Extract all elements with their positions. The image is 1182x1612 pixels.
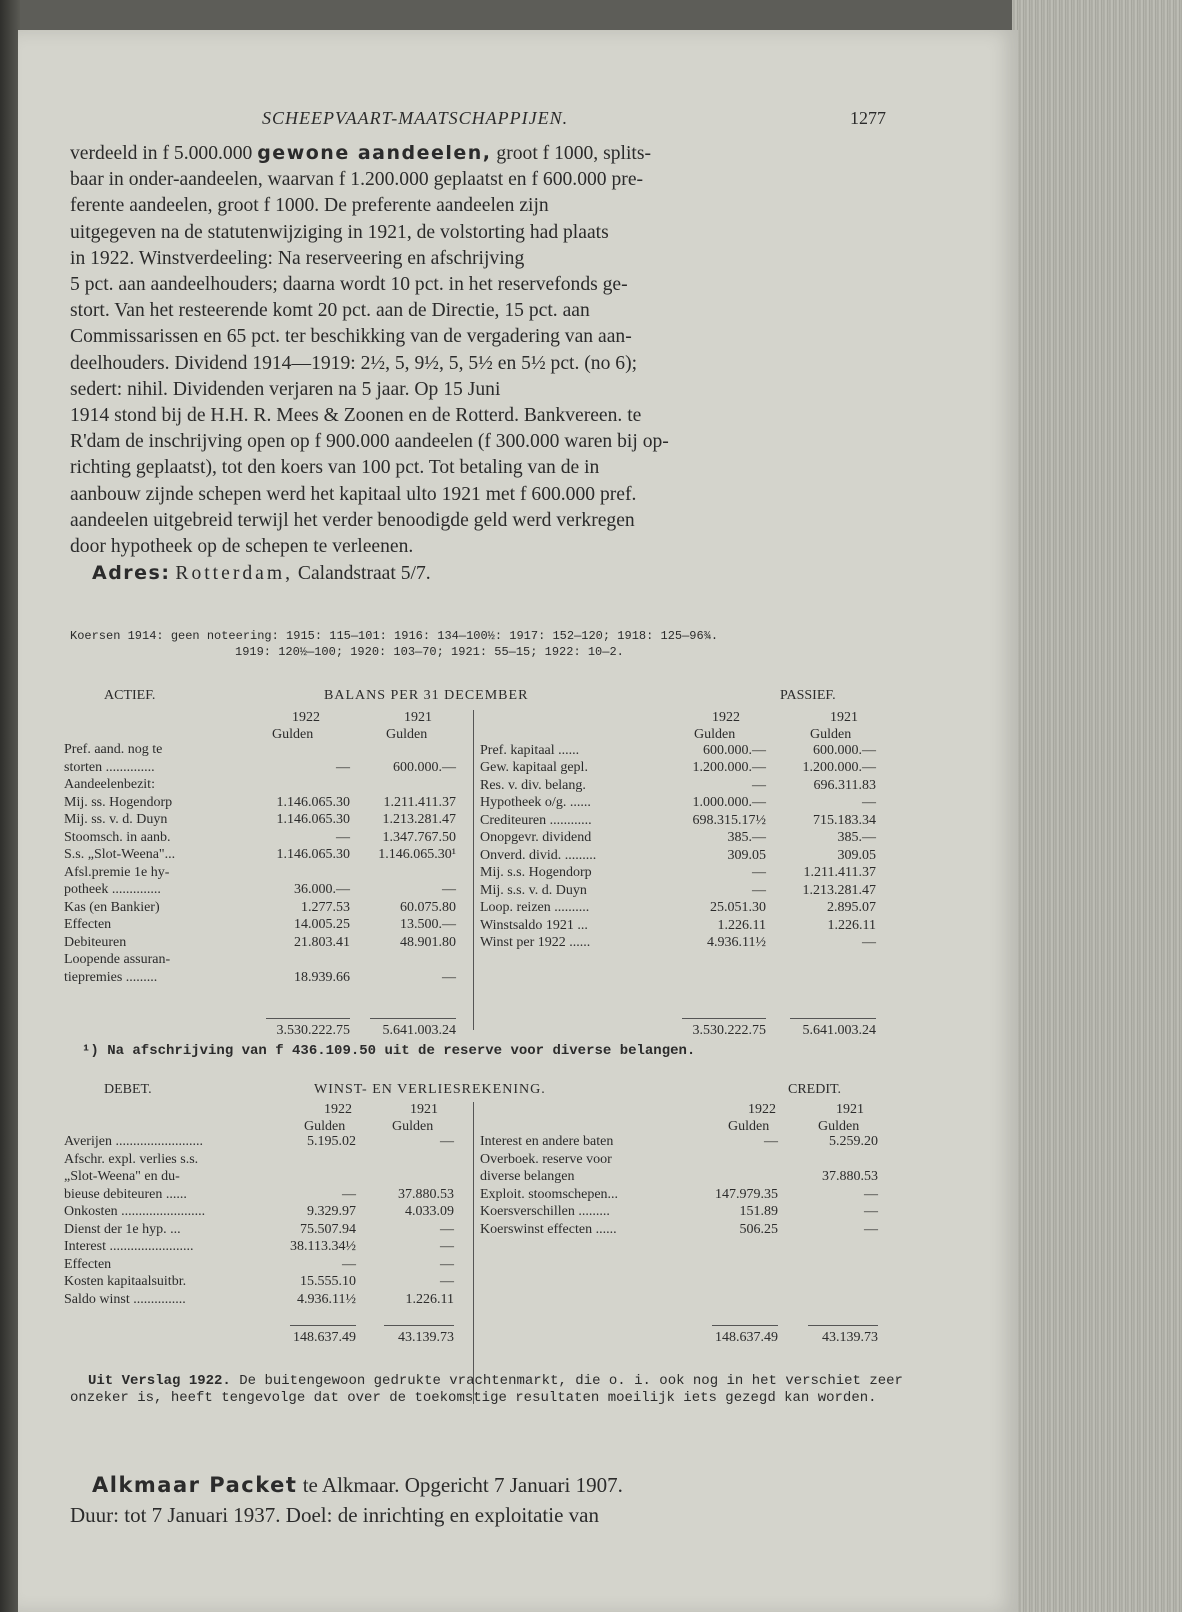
adres-line [70, 560, 917, 587]
unit-header: Gulden [386, 727, 428, 742]
row-label: tiepremies ......... [64, 969, 158, 985]
year-header: 1921 [830, 710, 858, 725]
row-label: Afsl.premie 1e hy- [64, 864, 170, 880]
credit-header: CREDIT. [788, 1082, 842, 1097]
year-header: 1922 [748, 1102, 776, 1117]
passief-total-1922: 3.530.222.75 [692, 1023, 766, 1038]
row-value-1921: 1.213.281.47 [802, 882, 876, 898]
debet-header: DEBET. [104, 1082, 152, 1097]
row-label: Hypotheek o/g. ...... [480, 795, 591, 810]
total-rule [384, 1325, 454, 1326]
row-label: Mij. ss. v. d. Duyn [64, 812, 168, 827]
gewone-aandeelen-heading: gewone aandeelen, [257, 142, 492, 164]
row-value-1922: 5.195.02 [307, 1134, 356, 1149]
row-label: S.s. „Slot-Weena"... [64, 847, 176, 862]
credit-total-1922: 148.637.49 [715, 1330, 778, 1345]
text-line: stort. Van het resteerende komt 20 pct. aan de Directie, 15 pct. aan [70, 300, 590, 322]
text-line: richting geplaatst), tot den koers van 100 pct. Tot betaling van de in [70, 457, 600, 479]
row-value-1922: 38.113.34½ [290, 1239, 356, 1254]
row-label: bieuse debiteuren ...... [64, 1186, 187, 1202]
row-value-1922: 506.25 [739, 1221, 778, 1237]
row-label: Overboek. reserve voor [480, 1151, 612, 1167]
text-line: R'dam de inschrijving open op f 900.000 aandeelen (f 300.000 waren bij op- [70, 431, 669, 453]
row-value-1922: 1.146.065.30 [276, 794, 350, 810]
row-value-1922: 698.315.17½ [692, 812, 766, 828]
row-label: Onkosten ........................ [64, 1204, 206, 1219]
text-line: verdeeld in f 5.000.000 gewone aandeelen, groot f 1000, splits- [70, 142, 651, 164]
row-label: diverse belangen [480, 1169, 575, 1184]
row-value-1922: 21.803.41 [294, 934, 350, 950]
row-value-1921: 1.146.065.30¹ [378, 847, 456, 862]
winst-divider [473, 1102, 474, 1404]
row-value-1921: 600.000.— [813, 742, 876, 758]
row-label: Koerswinst effecten ...... [480, 1221, 617, 1237]
text-line: Commissarissen en 65 pct. ter beschikking van de vergadering van aan- [70, 326, 632, 348]
row-value-1922: 1.146.065.30 [276, 847, 350, 862]
koersen-line-2: 1919: 120½—100; 1920: 103—70; 1921: 55—15; 1922: 10—2. [235, 645, 624, 659]
row-value-1922: — [342, 1256, 356, 1272]
koersen-line-1: Koersen 1914: geen noteering: 1915: 115—101: 1916: 134—100½: 1917: 152—120; 1918: 125—96¾. [70, 629, 719, 643]
row-label: Onverd. divid. ......... [480, 847, 597, 863]
row-label: Pref. aand. nog te [64, 742, 163, 757]
page-edges [1012, 0, 1182, 1612]
verslag-label: Uit Verslag 1922. [88, 1373, 231, 1389]
year-header: 1922 [292, 710, 320, 725]
row-value-1922: 25.051.30 [710, 900, 766, 915]
year-header: 1921 [836, 1102, 864, 1117]
row-label: Kas (en Bankier) [64, 899, 160, 915]
adres-label: Adres: [92, 562, 171, 585]
annual-report-note [70, 1373, 916, 1407]
total-rule [712, 1325, 778, 1326]
passief-total-1921: 5.641.003.24 [802, 1023, 876, 1038]
text-line: baar in onder-aandeelen, waarvan f 1.200.000 geplaatst en f 600.000 pre- [70, 169, 644, 191]
row-label: Onopgevr. dividend [480, 830, 592, 845]
row-label: Mij. ss. Hogendorp [64, 794, 173, 810]
row-value-1922: — [336, 829, 350, 845]
row-value-1921: — [440, 1221, 454, 1237]
row-value-1921: 715.183.34 [813, 812, 876, 828]
unit-header: Gulden [304, 1119, 346, 1134]
row-value-1921: 48.901.80 [400, 934, 456, 950]
balans-divider [473, 710, 474, 1030]
year-header: 1922 [712, 710, 740, 725]
row-value-1921: 309.05 [837, 847, 876, 863]
row-value-1922: 600.000.— [703, 742, 766, 758]
text-line: in 1922. Winstverdeeling: Na reserveering en afschrijving [70, 247, 525, 269]
row-label: Saldo winst ............... [64, 1291, 186, 1307]
row-label: „Slot-Weena" en du- [64, 1169, 180, 1184]
row-value-1921: — [862, 935, 876, 950]
row-label: Debiteuren [64, 934, 127, 950]
row-value-1921: 1.211.411.37 [803, 865, 876, 880]
row-value-1921: 37.880.53 [398, 1186, 454, 1202]
row-value-1921: 60.075.80 [400, 899, 456, 915]
total-rule [370, 1018, 456, 1019]
actief-header: ACTIEF. [104, 688, 156, 703]
row-label: Effecten [64, 1256, 112, 1272]
row-label: Averijen ......................... [64, 1134, 203, 1149]
actief-total-1921: 5.641.003.24 [382, 1023, 456, 1038]
company-description [70, 140, 917, 587]
unit-header: Gulden [818, 1119, 860, 1134]
row-label: storten .............. [64, 759, 155, 775]
row-label: Interest en andere baten [480, 1134, 614, 1149]
text-line: deelhouders. Dividend 1914—1919: 2½, 5, 9½, 5, 5½ en 5½ pct. (no 6); [70, 352, 638, 374]
row-value-1921: — [442, 969, 456, 985]
row-value-1922: 18.939.66 [294, 969, 350, 985]
row-label: Aandeelenbezit: [64, 777, 155, 792]
row-value-1921: 2.895.07 [827, 900, 876, 915]
row-value-1921: — [864, 1204, 878, 1219]
row-value-1921: 385.— [837, 830, 876, 845]
row-label: Gew. kapitaal gepl. [480, 760, 588, 775]
row-label: potheek .............. [64, 882, 161, 897]
total-rule [266, 1018, 350, 1019]
row-value-1922: 147.979.35 [715, 1186, 778, 1202]
row-value-1922: 1.000.000.— [692, 795, 766, 810]
row-value-1921: — [440, 1274, 454, 1289]
row-value-1922: 1.277.53 [301, 899, 350, 915]
text-line: aandeelen uitgebreid terwijl het verder benoodigde geld werd verkregen [70, 509, 635, 531]
text-line: 5 pct. aan aandeelhouders; daarna wordt 10 pct. in het reservefonds ge- [70, 274, 628, 296]
row-value-1921: — [864, 1186, 878, 1202]
actief-total-1922: 3.530.222.75 [276, 1023, 350, 1038]
row-value-1921: 4.033.09 [405, 1204, 454, 1219]
debet-total-1921: 43.139.73 [398, 1330, 454, 1345]
row-value-1922: 1.226.11 [717, 917, 766, 933]
unit-header: Gulden [728, 1119, 770, 1134]
row-value-1922: — [752, 865, 766, 880]
total-rule [790, 1018, 876, 1019]
verslag-text: De buitengewoon gedrukte vrachtenmarkt, die o. i. ook nog in het verschiet zeer onzeker is, heeft tengevolge dat over de toekomstige resultaten moeilijk iets gezegd kan worden. [70, 1373, 903, 1406]
row-value-1922: 1.200.000.— [692, 760, 766, 775]
running-header: SCHEEPVAART-MAATSCHAPPIJEN. [262, 108, 569, 128]
text-line: uitgegeven na de statutenwijziging in 1921, de volstorting had plaats [70, 221, 609, 243]
text-line: ferente aandeelen, groot f 1000. De preferente aandeelen zijn [70, 195, 549, 217]
balans-footnote: ¹) Na afschrijving van f 436.109.50 uit de reserve voor diverse belangen. [82, 1043, 696, 1059]
alkmaar-line-2: Duur: tot 7 Januari 1937. Doel: de inrichting en exploitatie van [70, 1503, 599, 1527]
row-label: Pref. kapitaal ...... [480, 742, 580, 758]
year-header: 1921 [404, 710, 432, 725]
credit-total-1921: 43.139.73 [822, 1330, 878, 1345]
book-page [18, 30, 1018, 1612]
next-company-entry [70, 1470, 916, 1530]
row-value-1921: 1.347.767.50 [382, 829, 456, 845]
row-value-1921: — [862, 795, 876, 810]
row-label: Dienst der 1e hyp. ... [64, 1221, 181, 1237]
row-value-1921: 600.000.— [393, 759, 456, 775]
row-label: Mij. s.s. Hogendorp [480, 865, 592, 880]
row-value-1922: 14.005.25 [294, 917, 350, 932]
row-value-1921: 1.226.11 [405, 1291, 454, 1307]
company-name: Alkmaar Packet [92, 1473, 298, 1497]
row-value-1921: 1.226.11 [827, 917, 876, 933]
passief-header: PASSIEF. [780, 688, 836, 703]
text-line: aanbouw zijnde schepen werd het kapitaal ulto 1921 met f 600.000 pref. [70, 483, 637, 505]
row-value-1922: 36.000.— [294, 882, 350, 897]
row-value-1922: 151.89 [739, 1204, 778, 1219]
row-value-1921: 1.211.411.37 [383, 794, 456, 810]
total-rule [682, 1018, 766, 1019]
row-value-1922: — [764, 1134, 778, 1149]
row-label: Exploit. stoomschepen... [480, 1186, 619, 1202]
row-value-1922: — [342, 1186, 356, 1202]
total-rule [808, 1325, 878, 1326]
unit-header: Gulden [694, 727, 736, 742]
row-value-1921: 37.880.53 [822, 1169, 878, 1184]
row-value-1922: 4.936.11½ [707, 935, 766, 950]
debet-total-1922: 148.637.49 [293, 1330, 356, 1345]
row-label: Loop. reizen .......... [480, 900, 590, 915]
row-label: Mij. s.s. v. d. Duyn [480, 882, 587, 898]
year-header: 1921 [410, 1102, 438, 1117]
total-rule [290, 1325, 356, 1326]
row-value-1921: — [440, 1239, 454, 1254]
winst-title: WINST- EN VERLIESREKENING. [314, 1082, 546, 1097]
row-value-1921: — [440, 1134, 454, 1149]
row-value-1921: — [440, 1256, 454, 1272]
text-line: sedert: nihil. Dividenden verjaren na 5 jaar. Op 15 Juni [70, 378, 501, 400]
row-label: Kosten kapitaalsuitbr. [64, 1274, 187, 1289]
row-value-1922: — [752, 777, 766, 793]
unit-header: Gulden [272, 727, 314, 742]
row-value-1921: 1.213.281.47 [382, 812, 456, 827]
row-label: Res. v. div. belang. [480, 777, 586, 793]
book-binding-left [0, 0, 20, 1612]
row-value-1922: 15.555.10 [300, 1274, 356, 1289]
row-label: Interest ........................ [64, 1239, 194, 1254]
unit-header: Gulden [392, 1119, 434, 1134]
row-value-1922: 309.05 [727, 847, 766, 863]
row-label: Stoomsch. in aanb. [64, 829, 171, 845]
row-value-1922: 4.936.11½ [297, 1291, 356, 1307]
row-value-1922: 1.146.065.30 [276, 812, 350, 827]
row-label: Winstsaldo 1921 ... [480, 917, 588, 933]
year-header: 1922 [324, 1102, 352, 1117]
adres-city: Rotterdam, [175, 563, 293, 585]
row-value-1921: — [442, 882, 456, 897]
adres-street: Calandstraat 5/7. [297, 563, 431, 585]
row-value-1921: 1.200.000.— [802, 760, 876, 775]
row-label: Koersverschillen ......... [480, 1204, 610, 1219]
row-value-1922: 75.507.94 [300, 1221, 356, 1237]
row-value-1921: 5.259.20 [829, 1134, 878, 1149]
row-label: Loopende assuran- [64, 952, 171, 967]
row-label: Crediteuren ............ [480, 812, 592, 828]
row-value-1922: 9.329.97 [307, 1204, 356, 1219]
row-value-1922: — [336, 759, 350, 775]
unit-header: Gulden [810, 727, 852, 742]
balans-title: BALANS PER 31 DECEMBER [324, 688, 529, 703]
row-label: Effecten [64, 917, 112, 932]
row-value-1921: 13.500.— [400, 917, 456, 932]
row-label: Winst per 1922 ...... [480, 935, 591, 950]
row-value-1921: 696.311.83 [813, 777, 876, 793]
text-line: door hypotheek op de schepen te verleenen. [70, 536, 414, 558]
page-number: 1277 [850, 108, 886, 128]
row-value-1921: — [864, 1221, 878, 1237]
text-line: 1914 stond bij de H.H. R. Mees & Zoonen en de Rotterd. Bankvereen. te [70, 405, 642, 427]
koersen-block [70, 628, 910, 660]
row-label: Afschr. expl. verlies s.s. [64, 1151, 199, 1167]
row-value-1922: 385.— [727, 830, 766, 845]
row-value-1922: — [752, 882, 766, 898]
alkmaar-line-1: Alkmaar Packet te Alkmaar. Opgericht 7 Januari 1907. [92, 1473, 623, 1497]
